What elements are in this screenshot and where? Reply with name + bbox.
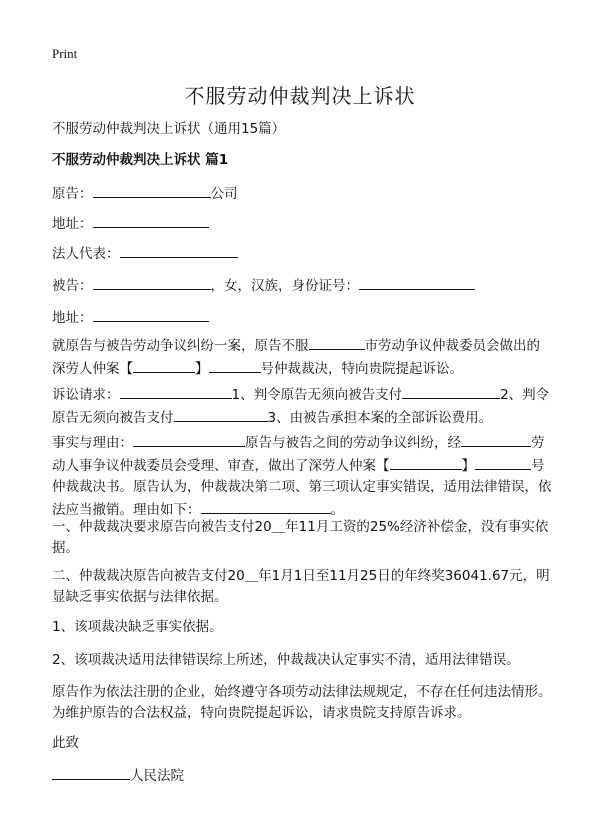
- legal-rep-line: [52, 242, 238, 264]
- facts-case-number-blank[interactable]: [475, 454, 531, 470]
- facts-city-blank[interactable]: [461, 431, 531, 447]
- facts-date-blank[interactable]: [133, 431, 245, 447]
- intro-text-4: 号仲裁裁决，特向贵院提起诉讼。: [260, 361, 463, 377]
- facts-paragraph: [52, 431, 552, 521]
- facts-text-2: 原告与被告之间的劳动争议纠纷，经: [245, 435, 461, 451]
- claims-paragraph: [52, 383, 552, 429]
- address2-blank[interactable]: [93, 306, 209, 322]
- plaintiff-name-blank[interactable]: [93, 182, 211, 198]
- address1-blank[interactable]: [93, 212, 209, 228]
- plaintiff-suffix: 公司: [210, 186, 238, 202]
- facts-case-year-blank[interactable]: [390, 454, 462, 470]
- intro-text-2: 市劳动争议仲裁委员会做出的深劳人仲案【: [52, 338, 540, 377]
- claim1-amount-blank[interactable]: [120, 383, 232, 399]
- claim3-amount-blank[interactable]: [174, 406, 268, 422]
- document-title: 不服劳动仲裁判决上诉状: [184, 84, 416, 108]
- print-label[interactable]: Print: [52, 46, 78, 61]
- facts-reason-blank[interactable]: [201, 498, 331, 514]
- reason1-paragraph: 一、仲裁裁决要求原告向被告支付20＿年11月工资的25%经济补偿金，没有事实依据。: [52, 519, 549, 556]
- court-line: [52, 764, 184, 786]
- address1-line: [52, 212, 209, 234]
- claims-text-4: 3、由被告承担本案的全部诉讼费用。: [267, 410, 493, 426]
- intro-text-1: 就原告与被告劳动争议纠纷一案，原告不服: [52, 338, 309, 354]
- reason2-item1: 1、该项裁决缺乏事实依据。: [52, 619, 223, 635]
- claims-text-2: 1、判令原告无须向被告支付: [231, 387, 403, 403]
- claim2-amount-blank[interactable]: [402, 383, 500, 399]
- reason2-paragraph: 二、仲裁裁决原告向被告支付20＿年1月1日至11月25日的年终奖36041.67元，明显缺乏事实依据与法律依据。: [52, 568, 550, 605]
- facts-text-4: 】: [461, 458, 475, 474]
- defendant-label: 被告：: [52, 278, 93, 294]
- intro-case-number-blank[interactable]: [209, 357, 261, 373]
- address2-line: [52, 306, 209, 328]
- closing-line: 此致: [52, 735, 79, 751]
- intro-case-year-blank[interactable]: [133, 357, 195, 373]
- facts-text-5: 号仲裁裁决书。原告认为，仲裁裁决第二项、第三项认定事实错误，适用法律错误，依法应当撤销。理由如下：: [52, 458, 552, 518]
- intro-paragraph: [52, 334, 552, 380]
- legal-rep-blank[interactable]: [120, 242, 238, 258]
- address1-label: 地址：: [52, 216, 93, 232]
- defendant-name-blank[interactable]: [93, 274, 211, 290]
- section-heading: 不服劳动仲裁判决上诉状 篇1: [52, 152, 229, 168]
- legal-rep-label: 法人代表：: [52, 246, 120, 262]
- plaintiff-line: [52, 182, 238, 204]
- facts-text-1: 事实与理由：: [52, 435, 133, 451]
- defendant-line: [52, 274, 475, 296]
- intro-city-blank[interactable]: [309, 334, 365, 350]
- court-suffix: 人民法院: [130, 768, 184, 784]
- intro-text-3: 】: [195, 361, 209, 377]
- document-subtitle: 不服劳动仲裁判决上诉状（通用15篇）: [52, 121, 286, 137]
- claims-text-3: 2、判令原告无须向被告支付: [52, 387, 550, 426]
- conclusion-paragraph: 原告作为依法注册的企业，始终遵守各项劳动法律法规规定，不存在任何违法情形。为维护原告的合法权益，特向贵院提起诉讼，请求贵院支持原告诉求。: [52, 684, 552, 721]
- defendant-mid: ，女，汉族，身份证号：: [210, 278, 359, 294]
- defendant-id-blank[interactable]: [359, 274, 475, 290]
- facts-text-3: 劳动人事争议仲裁委员会受理、审查，做出了深劳人仲案【: [52, 435, 545, 474]
- reason2-item2: 2、该项裁决适用法律错误综上所述，仲裁裁决认定事实不清，适用法律错误。: [52, 652, 520, 668]
- claims-text-1: 诉讼请求：: [52, 387, 120, 403]
- plaintiff-label: 原告：: [52, 186, 93, 202]
- court-name-blank[interactable]: [52, 764, 130, 780]
- facts-text-6: 。: [330, 502, 344, 518]
- address2-label: 地址：: [52, 310, 93, 326]
